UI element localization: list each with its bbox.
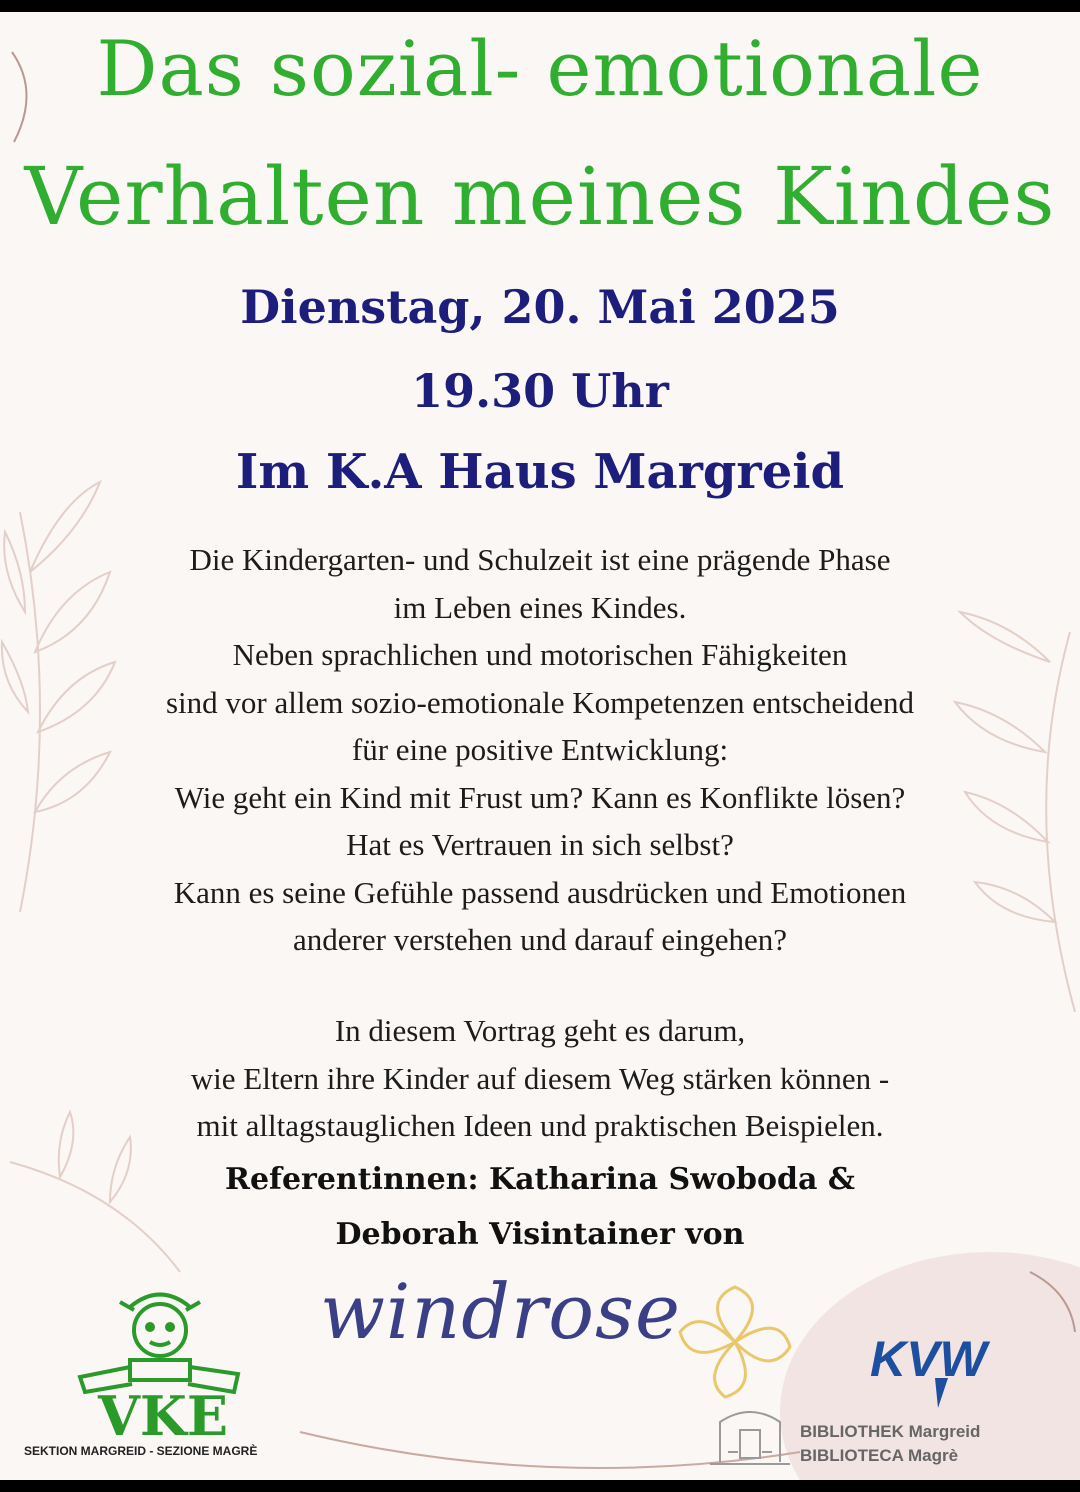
thin-curve-decoration [300,1432,800,1468]
event-time: 19.30 Uhr [411,364,669,418]
speakers-line-2: Deborah Visintainer von [335,1217,745,1252]
title-line-1: Das sozial- emotionale [96,24,984,113]
description-line: Die Kindergarten- und Schulzeit ist eine prägende Phase [189,542,891,577]
description-line: Wie geht ein Kind mit Frust um? Kann es Konflikte lösen? [174,779,906,815]
description-line: mit alltagstauglichen Ideen und praktischen Beispielen. [196,1108,884,1143]
event-date: Dienstag, 20. Mai 2025 [240,280,840,334]
title-line-2: Verhalten meines Kindes [24,150,1056,243]
windrose-logo: windrose [320,1267,682,1356]
description-line: wie Eltern ihre Kinder auf diesem Weg stärken können - [190,1060,890,1096]
speakers-line-1: Referentinnen: Katharina Swoboda & [225,1162,855,1197]
description-line: für eine positive Entwicklung: [351,732,729,767]
description-line: Neben sprachlichen und motorischen Fähigkeiten [232,637,848,672]
event-poster [0,12,1080,1480]
vke-child-logo-icon [80,1295,238,1393]
description-line: In diesem Vortrag geht es darum, [334,1013,746,1048]
kvw-logo: KVW [870,1331,987,1387]
library-label-de: BIBLIOTHEK Margreid [800,1422,981,1441]
vke-logo: VKE [98,1384,228,1448]
windrose-flower-icon [680,1287,790,1397]
event-location: Im K.A Haus Margreid [235,444,845,500]
description-paragraph-2 [40,1007,1040,1150]
description-line: anderer verstehen und darauf eingehen? [292,922,788,957]
description-line: im Leben eines Kindes. [393,589,687,625]
vke-section-label: SEKTION MARGREID - SEZIONE MAGRÈ [24,1444,258,1458]
description-line: sind vor allem sozio-emotionale Kompetenzen entscheidend [165,684,915,720]
description-line: Hat es Vertrauen in sich selbst? [346,827,734,862]
description-paragraph-1 [40,536,1040,964]
library-label-it: BIBLIOTECA Magrè [800,1446,959,1465]
description-line: Kann es seine Gefühle passend ausdrücken und Emotionen [173,874,907,910]
